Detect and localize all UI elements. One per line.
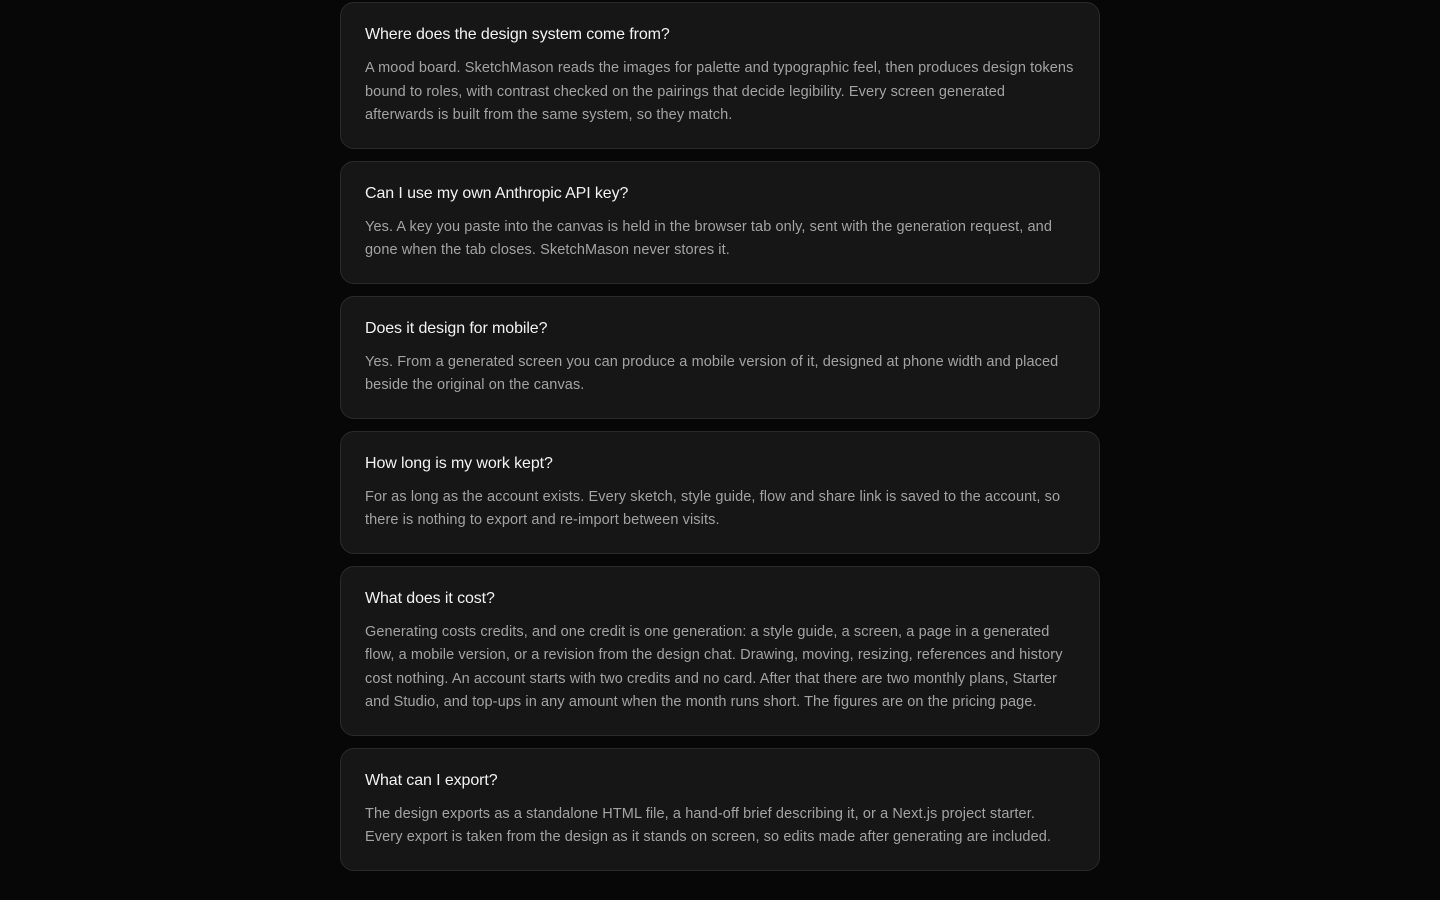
faq-answer: Yes. A key you paste into the canvas is held in the browser tab only, sent with the generation request, and gone when the tab closes. SketchMason never stores it. <box>365 218 1052 258</box>
faq-item-export <box>340 748 1100 871</box>
faq-answer: The design exports as a standalone HTML file, a hand-off brief describing it, or a Next.js project starter. Every export is taken from the design as it stands on screen, so edits made after generating are included. <box>365 805 1052 845</box>
faq-question: What does it cost? <box>365 589 495 607</box>
faq-question: What can I export? <box>365 771 498 789</box>
faq-answer: For as long as the account exists. Every sketch, style guide, flow and share link is saved to the account, so there is nothing to export and re-import between visits. <box>365 488 1061 528</box>
faq-answer: A mood board. SketchMason reads the images for palette and typographic feel, then produces design tokens bound to roles, with contrast checked on the pairings that decide legibility. Every screen generated afterwards is built from the same system, so they match. <box>365 60 1074 123</box>
faq-answer: Yes. From a generated screen you can produce a mobile version of it, designed at phone width and placed beside the original on the canvas. <box>365 353 1059 393</box>
faq-question: How long is my work kept? <box>365 454 553 472</box>
faq-answer: Generating costs credits, and one credit is one generation: a style guide, a screen, a page in a generated flow, a mobile version, or a revision from the design chat. Drawing, moving, resizing, references and history cost nothing. An account starts with two credits and no card. After that there are two monthly plans, Starter and Studio, and top-ups in any amount when the month runs short. The figures are on the pricing page. <box>365 623 1063 710</box>
faq-item-work-kept <box>340 431 1100 554</box>
faq-item-mobile <box>340 296 1100 419</box>
faq-item-api-key <box>340 161 1100 284</box>
faq-question: Where does the design system come from? <box>365 26 670 43</box>
faq-item-cost <box>340 566 1100 736</box>
faq-question: Does it design for mobile? <box>365 319 548 337</box>
faq-question: Can I use my own Anthropic API key? <box>365 184 629 202</box>
faq-item-design-system <box>340 2 1100 149</box>
faq-list <box>340 2 1100 871</box>
